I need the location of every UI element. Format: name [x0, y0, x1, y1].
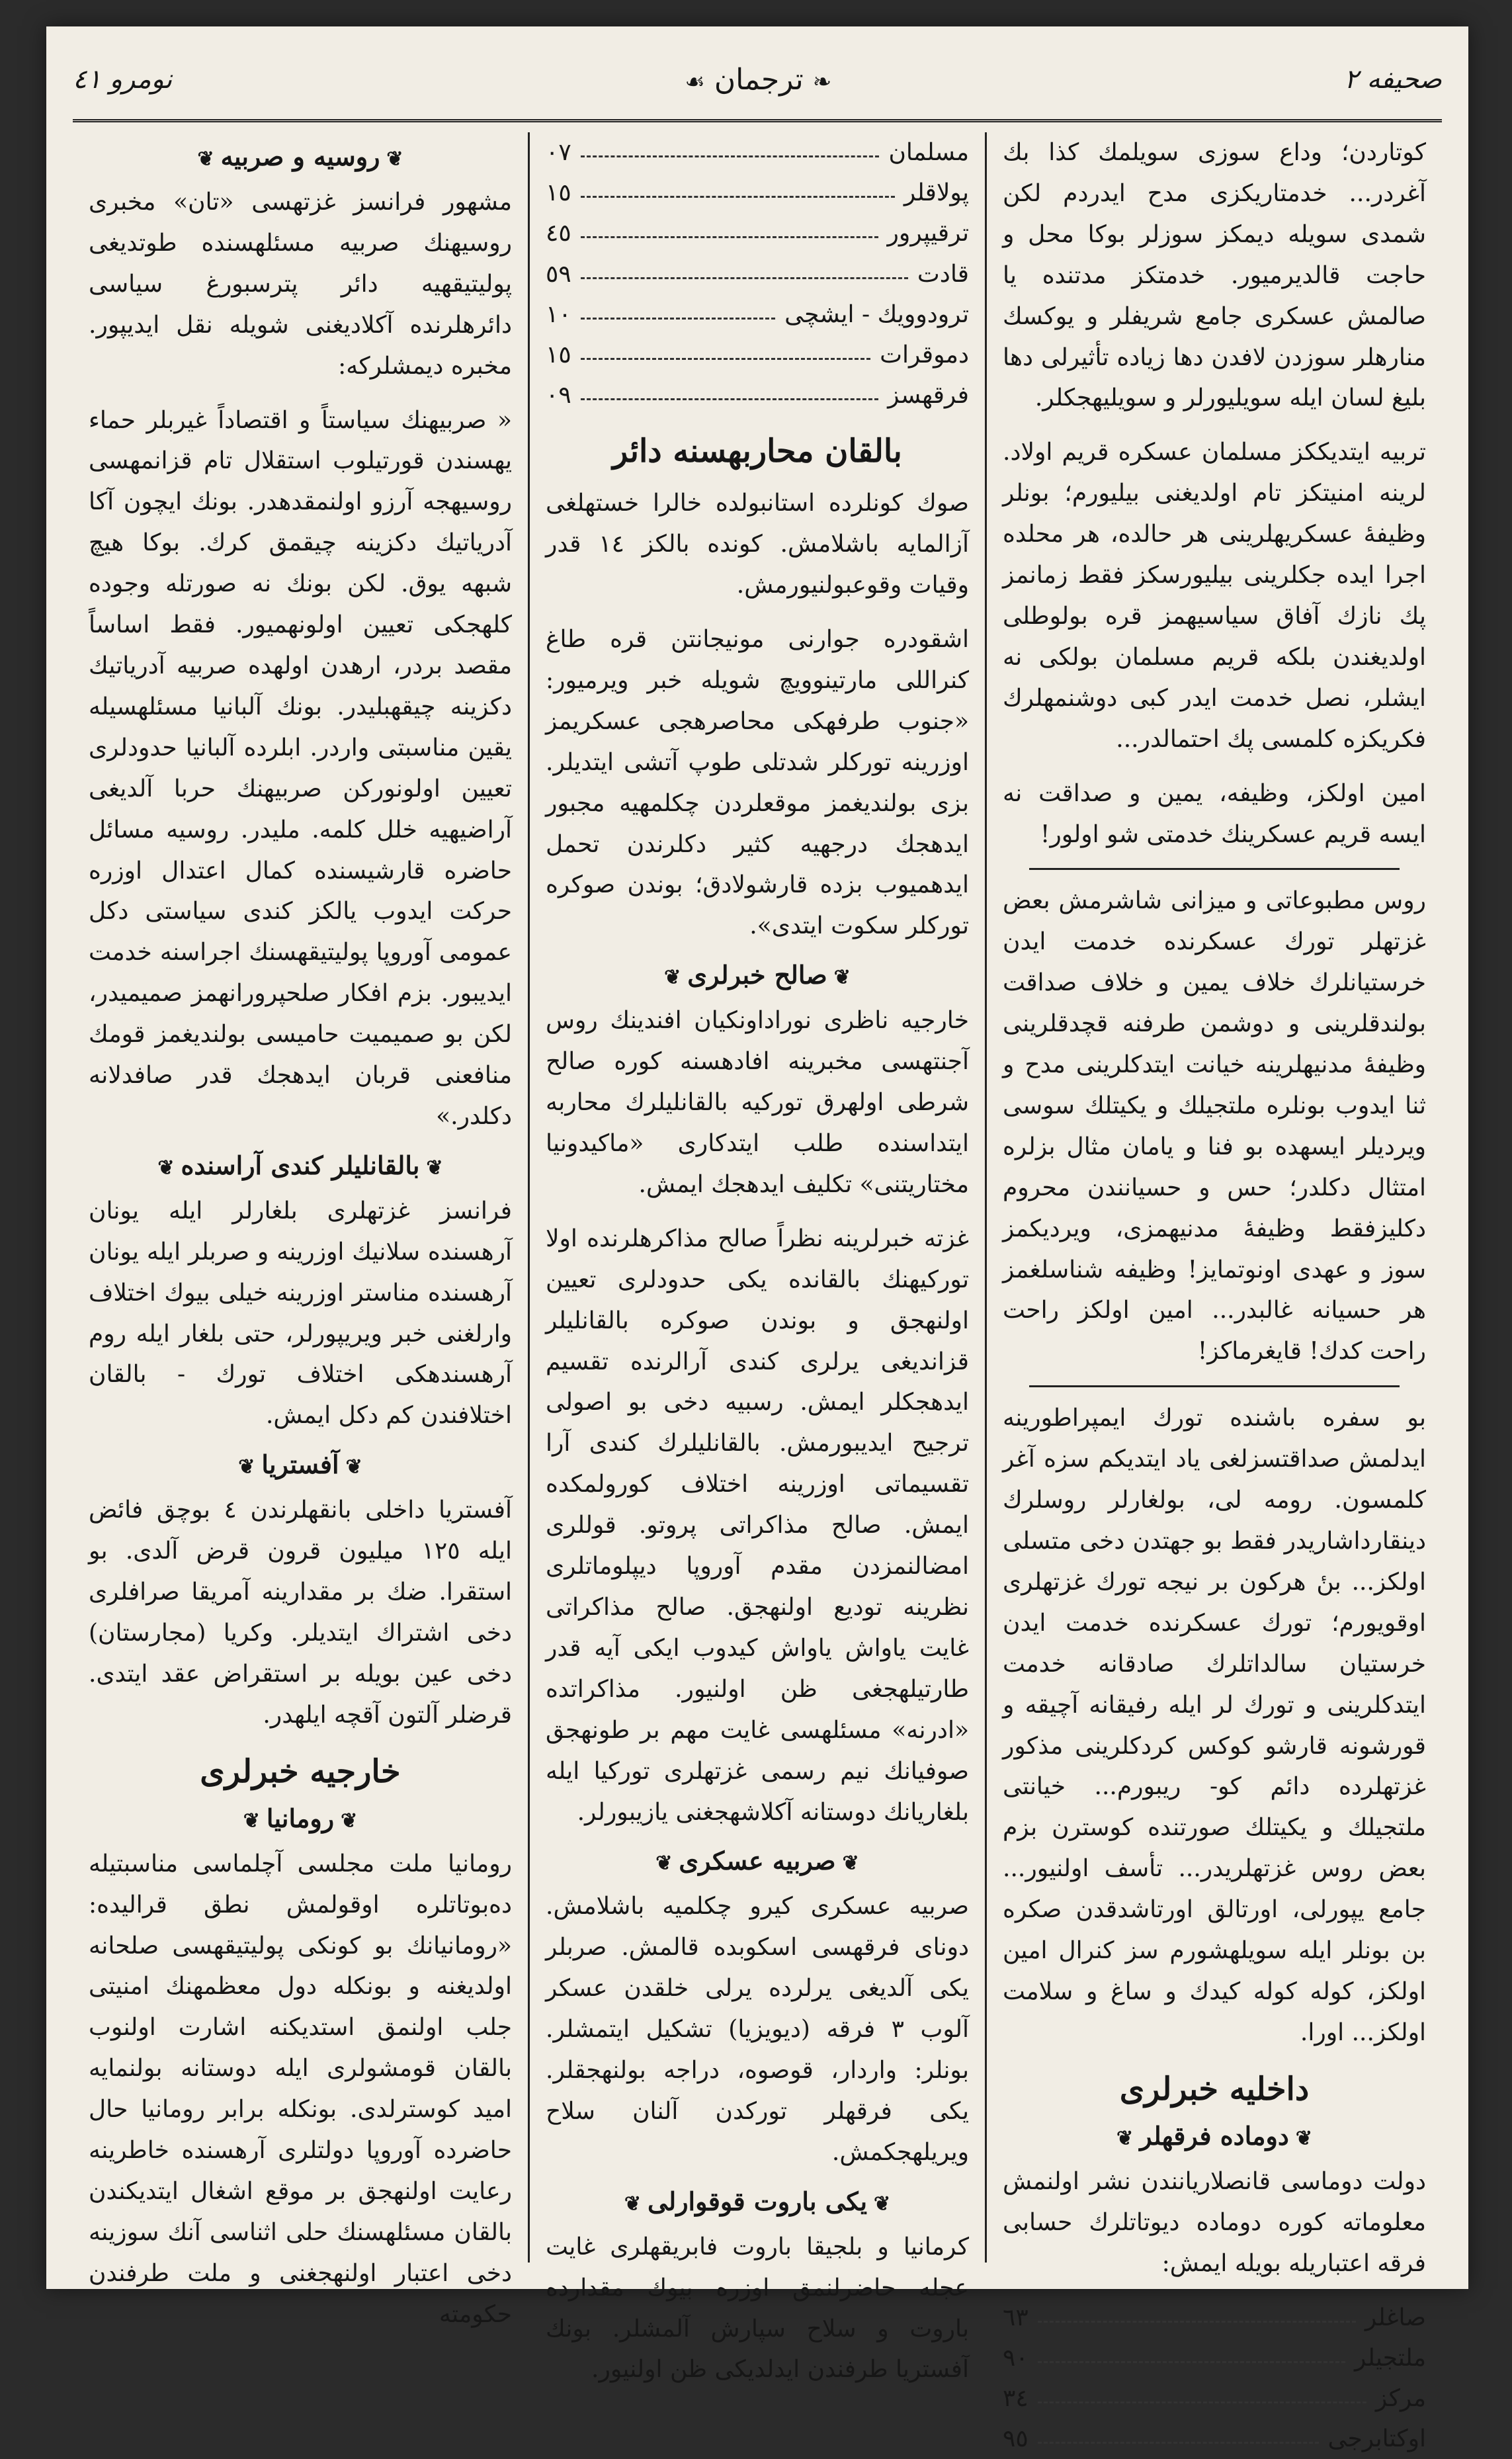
divider	[1029, 868, 1400, 870]
ornament-icon: ❦	[427, 1156, 443, 1180]
party-list	[546, 132, 969, 415]
party-name: اوكتابرجی	[1328, 2419, 1427, 2459]
page-header	[73, 40, 1442, 122]
newspaper-title: ترجمان	[714, 63, 804, 97]
leader-dashes	[581, 358, 870, 360]
list-item	[546, 294, 969, 335]
article-paragraph: مشهور فرانسز غزتهسی «تان» مخبری روسيهنك صربيه مسئلهسنده طوتديغی پوليتيقهيه دائر پترسبورغ سياسی دائرهلرنده آكلاديغنی شويله نقل ايديپور. مخبره ديمشلركه:	[89, 182, 512, 387]
leader-dashes	[1038, 2401, 1366, 2403]
ornament-icon: ❦	[664, 966, 681, 989]
leader-dashes	[581, 277, 908, 279]
newspaper-name	[675, 63, 841, 97]
leader-dashes	[581, 318, 775, 320]
party-count: ٦٣	[1003, 2298, 1029, 2338]
party-name: قادت	[917, 254, 969, 294]
subheading-duma	[1003, 2121, 1426, 2151]
ornament-icon: ❦	[157, 1156, 174, 1180]
leader-dashes	[1038, 2321, 1356, 2323]
subheading-russia-serbia-text: روسيه و صربيه	[221, 142, 380, 171]
list-item	[546, 254, 969, 294]
divider	[1029, 1385, 1400, 1387]
column-rule	[528, 132, 530, 2263]
subheading-austria-text: آفستريا	[261, 1449, 339, 1479]
article-paragraph: امين اولكز، وظيفه، يمين و صداقت نه ايسه قريم عسكرينك خدمتی شو اولور!	[1003, 773, 1426, 855]
column-left	[73, 132, 528, 2263]
ornament-icon: ❦	[834, 966, 851, 989]
column-rule	[985, 132, 987, 2263]
article-paragraph: كرمانيا و بلجيقا باروت فابريقهلری غايت عجله حاضرلنمق اوزره بيوك مقدارده باروت و سلاح سپارش آلمشلر. بونك آفستريا طرفندن ايدلديكی ظن اولنيور.	[546, 2227, 969, 2391]
party-count: ٥۹	[546, 254, 571, 294]
party-name: صاغلر	[1365, 2298, 1426, 2338]
duma-party-list	[1003, 2298, 1426, 2459]
subheading-austria	[89, 1449, 512, 1479]
ornament-icon: ❦	[197, 148, 214, 171]
subheading-romania	[89, 1803, 512, 1833]
list-item	[546, 335, 969, 375]
subheading-serbian-army-text: صربيه عسكری	[679, 1846, 835, 1876]
ornament-icon: ❦	[243, 1809, 260, 1833]
section-heading-interior: داخليه خبرلری	[1003, 2071, 1426, 2108]
issue-number: نومرو ٤١	[73, 64, 172, 95]
article-paragraph: غزته خبرلرينه نظراً صالح مذاكرهلرنده اولا توركيهنك بالقانده يكی حدودلری تعيين اولنهجق و بوندن صوكره بالقانليلر قزانديغی يرلری كندی آرالرنده تقسيم ايدهجكلر ايمش. رسبيه دخی بو اصولی ترجيح ايديبورمش. بالقانليلرك كندی آرا تقسيماتی اوزرينه اختلاف كورولمكده ايمش. صالح مذاكراتی پروتو. قوللری امضالنمزدن مقدم آوروپا ديپلوماتلری نظرينه توديع اولنهجق. صالح مذاكراتی غايت ياواش ياواش كيدوب ايكی آيه قدر طارتيلهجغی ظن اولنيور. مذاكراتده «ادرنه» مسئلهسی غايت مهم بر طونهجق صوفيانك نيم رسمی غزتهلری توركيا ايله بلغاريانك دوستانه آكلاشهجغنی يازيبورلر.	[546, 1219, 969, 1833]
section-heading-foreign: خارجيه خبرلری	[89, 1753, 512, 1790]
party-name: ترقيپرور	[888, 213, 969, 253]
party-name: مركز	[1376, 2378, 1426, 2419]
columns	[73, 132, 1442, 2263]
subheading-duma-text: دوماده فرقهلر	[1140, 2121, 1289, 2151]
article-paragraph: خارجيه ناظری نوراداونكيان افندينك روس آجنتهسی مخبرينه افادهسنه كوره صالح شرطی اولهرق تورکيه بالقانليلرك محاربه ايتداسنده طلب ايتدكاری «ماكيدونيا مختاريتنی» تكليف ايدهجك ايمش.	[546, 1000, 969, 1205]
newspaper-page	[46, 26, 1468, 2289]
leader-dashes	[1038, 2442, 1319, 2444]
party-name: مسلمان	[888, 132, 969, 173]
subheading-peace-text: صالح خبرلری	[687, 960, 827, 990]
ornament-icon: ❧	[813, 69, 832, 95]
article-paragraph: صربيه عسكری كيرو چكلميه باشلامش. دونای فرقهسی اسكوبده قالمش. صربلر يكی آلديغی يرلرده يرلی خلقدن عسكر آلوب ۳ فرقه (ديويزيا) تشكيل ايتمشلر. بونلر: واردار، قوصوه، دراجه بولنهجقلر. يكی فرقهلر تورکدن آلنان سلاح ويريلهجكمش.	[546, 1886, 969, 2173]
ornament-icon: ❦	[843, 1852, 859, 1875]
party-name: دموقرات	[880, 335, 969, 375]
ornament-icon: ❦	[238, 1455, 255, 1479]
article-paragraph: صوك كونلرده استانبولده خالرا خستهلغی آزالمايه باشلامش. كونده بالكز ١٤ قدر وقيات وقوعبولنيورمش.	[546, 483, 969, 606]
article-paragraph: دولت دوماسی قانصلاريانندن نشر اولنمش معلوماته كوره دوماده ديوتاتلرك حسابی فرقه اعتباريله بويله ايمش:	[1003, 2161, 1426, 2284]
leader-dashes	[581, 398, 878, 400]
subheading-balkans-amongst-text: بالقانليلر كندی آراسنده	[181, 1150, 419, 1180]
party-name: پولاقلر	[904, 173, 969, 213]
list-item	[1003, 2378, 1426, 2419]
article-paragraph: رومانيا ملت مجلسی آچلماسی مناسبتيله دەبوتاتلره اوقولمش نطق قراليدە: «رومانيانك بو كونكی پوليتيقهسی صلحانه اولديغنه و بونكله دول معظمهنك امنيتی جلب اولنمق استديكنه اشارت اولنوب بالقان قومشولری ايله دوستانه بولنمايه اميد كوسترلدی. بونكله برابر رومانيا حال حاضرده آوروپا دولتلری آرهسنده خاطرينه رعايت اولنهجق بر موقع اشغال ايتديكندن بالقان مسئلهسنك حلی اثناسی آنك سوزينه دخی اعتبار اولنهجغنی و ملت طرفندن حكومته	[89, 1844, 512, 2335]
list-item	[1003, 2298, 1426, 2338]
list-item	[546, 213, 969, 253]
list-item	[546, 173, 969, 213]
article-paragraph: « صربيهنك سياستاً و اقتصاداً غيربلر حماء يهسندن قورتيلوب استقلال تام قزانمهسی روسيهجه آرزو اولنمقدهدر. بونك ايچون آكا آدرياتيك دكزينه چيقمق كرك. بوكا هيچ شبهه يوق. لكن بونك نه صورتله وجوده كلهجكی تعيين اولونهميور. فقط اساساً مقصد بردر، ارهدن اولهده صربيه آدرياتيك دكزينه چيقهبليدر. بونك آلبانيا مسئلهسيله يقين مناسبتی واردر. ابلرده آلبانيا حدودلری تعيين اولونوركن صربيهنك حربا آلديغی آراضيهيه خلل كلمه. مليدر. روسيه مسائل حاضره قارشيسنده كمال اعتدال اوزره حركت ايدوب يالكز كندی سياستی دكل عمومی آوروپا پوليتيقهسنك اجراسنه خدمت ايديبور. بزم افكار صلحپرورانهمز صميميدر، لكن بو صميميت حاميسی بولنديغمز قومك منافعنی قربان ايدهجك قدر صافدلانه دكلدر.»	[89, 400, 512, 1137]
ornament-icon: ❦	[1116, 2127, 1133, 2150]
ornament-icon: ❦	[386, 148, 403, 171]
article-paragraph: كوتاردن؛ وداع سوزی سويلمك كذا بك آغردر... خدمتاريكزی مدح ايدردم لكن شمدی سويله ديمكز سوزلر بوكا محل و حاجت قالديرميور. خدمتكز مدتنده يا صالمش عسكری جامع شريفلر و يوكسك منارهلر سوزدن لافدن دها زياده تأثيرلی دها بليغ لسان ايله سويليورلر و سويليهجكلر.	[1003, 132, 1426, 419]
leader-dashes	[581, 196, 895, 198]
party-name: فرقهسز	[888, 375, 969, 415]
list-item	[546, 375, 969, 415]
ornament-icon: ❦	[874, 2192, 890, 2216]
ornament-icon: ❦	[346, 1455, 362, 1479]
ornament-icon: ❦	[341, 1809, 357, 1833]
subheading-peace	[546, 960, 969, 990]
article-paragraph: آفستريا داخلی بانقهلرندن ٤ بوچق فائض ايله ۱۲٥ ميليون قرون قرض آلدی. بو استقرا. ضك بر مقدارينه آمريقا صرافلری دخی اشتراك ايتديلر. وكريا (مجارستان) دخی عين بويله بر استقراض عقد ايتدی. قرضلر آلتون آقچه ايلهدر.	[89, 1490, 512, 1735]
list-item	[1003, 2338, 1426, 2378]
party-count: ۱٥	[546, 335, 571, 375]
ornament-icon: ☙	[685, 69, 704, 95]
party-count: ۹۰	[1003, 2338, 1029, 2378]
party-count: ٣٤	[1003, 2378, 1029, 2419]
subheading-romania-text: رومانيا	[267, 1803, 334, 1833]
party-count: ۱٥	[546, 173, 571, 213]
subheading-powder	[546, 2186, 969, 2216]
subheading-russia-serbia	[89, 142, 512, 171]
leader-dashes	[1038, 2361, 1345, 2363]
section-heading-balkan: بالقان محاربهسنه دائر	[546, 433, 969, 470]
ornament-icon: ❦	[655, 1852, 672, 1875]
party-name: ملتجيلر	[1355, 2338, 1426, 2378]
leader-dashes	[581, 236, 878, 238]
party-name: ترودوويك - ايشچی	[784, 294, 969, 335]
party-count: ۹٥	[1003, 2419, 1029, 2459]
article-paragraph: فرانسز غزتهلری بلغارلر ايله يونان آرهسنده سلانيك اوزرينه و صربلر ايله يونان آرهسنده مناستر اوزرينه خيلی بيوك اختلاف وارلغنی خبر ويريپورلر، حتی بلغار ايله روم آرهسندهكی اختلاف تورك - بالقان اختلافندن كم دكل ايمش.	[89, 1191, 512, 1436]
ornament-icon: ❦	[1296, 2127, 1312, 2150]
column-right	[987, 132, 1442, 2263]
party-count: ٤٥	[546, 213, 571, 253]
list-item	[546, 132, 969, 173]
leader-dashes	[581, 155, 880, 157]
subheading-powder-text: يكی باروت قوقوارلی	[648, 2186, 867, 2216]
article-paragraph: اشقودره جوارنی مونيجانتن قره طاغ كنراللی مارتينوويچ شويله خبر ويرميور: «جنوب طرفهكی محاصرهجی عسكريمز اوزرينه توركلر شدتلی طوپ آتشی ايتديلر. بزی بولنديغمز موقعلردن چكلمهيه مجبور ايدهجك درجهيه كثير دكلرندن تحمل ايدهميوب بزده قارشولادق؛ بوندن صوكره توركلر سكوت ايتدی».	[546, 619, 969, 947]
column-middle	[530, 132, 985, 2263]
article-paragraph: روس مطبوعاتی و ميزانی شاشرمش بعض غزتهلر تورك عسكرنده خدمت ايدن خرستيانلرك خلاف يمين و خلاف صداقت بولندقلرينی و دوشمن طرفنه قچدقلرينی وظيفهٔ مدنيهلرينه خيانت ايتدكلرينی مدح و ثنا ايدوب بونلره ملتجيلك و يكيتلك سوسی ويرديلر ايسهده بو فنا و يامان مثال بزلره امتثال دكلدر؛ حس و حسيانندن محروم دكليزفقط وظيفهٔ مدنيهمزی، ويرديكمز سوز و عهدی اونوتمايز! وظيفه شناسلغمز هر حسيانه غالبدر... امين اولكز راحت راحت كدك! قايغرماكز!	[1003, 881, 1426, 1372]
subheading-balkans-amongst	[89, 1150, 512, 1180]
page-number: صحيفه ۲	[1344, 64, 1442, 95]
article-paragraph: بو سفره باشنده تورك ايمپراطورينه ايدلمش صداقتسزلغی ياد ايتديكم سزه آغر كلمسون. رومه لی، بولغارلر روسلرك دينقارداشاريدر فقط بو جهتدن دخی متسلی اولكز... بنٔ هركون بر نيجه تورك غزتهلری اوقويورم؛ تورك عسكرنده خدمت ايدن خرستيان سالداتلرك صادقانه خدمت ايتدكلرينی و تورك لر ايله رفيقانه آچيقه و قورشونه قارشو كوكس كردكلرينی مذكور غزتهلرده دائم كو- ريبورم... خيانتی ملتجيلك و يكيتلك صورتنده كوسترن بزم بعض روس غزتهلريدر... تأسف اولنيور... جامع يپورلی، اورتالق اورتاشدقدن صكره بن بونلر ايله سويلهشورم سز كنرال امين اولكز، كوله كوله كيدك و ساغ و سلامت اولكز... اورا.	[1003, 1398, 1426, 2053]
party-count: ۱۰	[546, 294, 571, 335]
article-paragraph: تربيه ايتديككز مسلمان عسكره قريم اولاد. لرينه امنيتكز تام اولديغنی بيليورم؛ بونلر وظيفهٔ عسكريهلرينی هر حالده، هر محلده اجرا ايده جكلرينی بيليورسكز فقط زمانمز پك نازك آفاق سياسيهمز قره بولوطلی اولديغندن بلكه قريم مسلمان بولكی نه ايشلر، نصل خدمت ايدر كبی دوشنمهلرك فكريكزه كلمسی پك احتمالدر...	[1003, 432, 1426, 759]
ornament-icon: ❦	[624, 2192, 641, 2216]
subheading-serbian-army	[546, 1846, 969, 1876]
party-count: ۰۷	[546, 132, 571, 173]
list-item	[1003, 2419, 1426, 2459]
party-count: ۰۹	[546, 375, 571, 415]
